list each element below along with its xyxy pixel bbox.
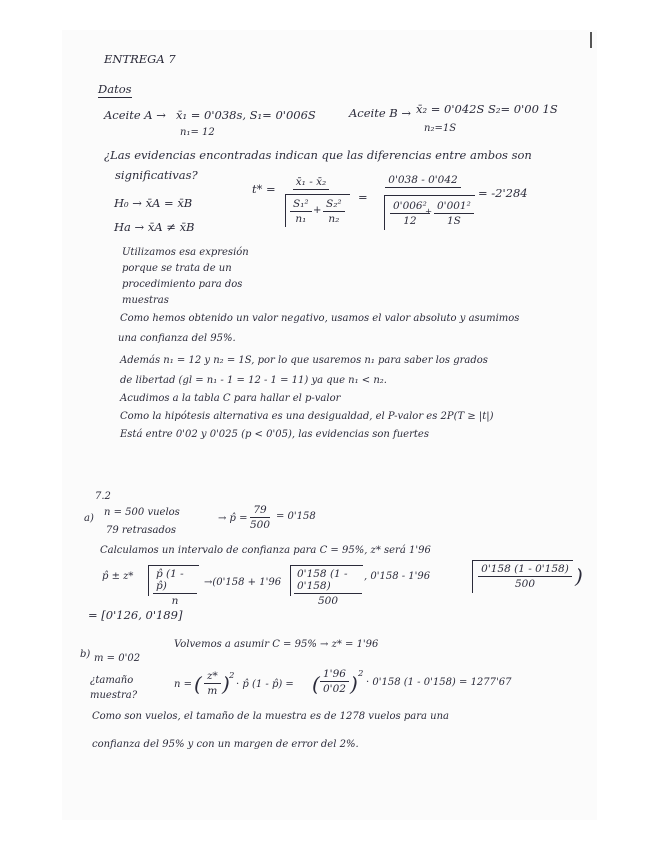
question-line-2: significativas? [115, 168, 198, 182]
para2-line-3: Acudimos a la tabla C para hallar el p-valor [120, 393, 341, 404]
t-result: = -2'284 [478, 186, 528, 200]
part-b-assume: Volvemos a asumir C = 95% → z* = 1'96 [174, 639, 379, 650]
part-b-n-lhs: n = [174, 679, 192, 690]
part-b-square-1: 2 [229, 671, 235, 681]
part-b-margin: m = 0'02 [94, 653, 141, 664]
note-line-2: porque se trata de un [122, 263, 232, 274]
part-a-n: n = 500 vuelos [104, 507, 180, 518]
interval-text: Calculamos un intervalo de confianza para C = 95%, z* será 1'96 [100, 545, 431, 556]
conclusion-line-2: confianza del 95% y con un margen de error del 2%. [92, 739, 359, 750]
null-hypothesis: H₀ → x̄A = x̄B [114, 196, 193, 210]
para1-line-2: una confianza del 95%. [118, 333, 236, 344]
phat-lhs: → p̂ = [218, 513, 248, 524]
part-b-question-2: muestra? [90, 690, 138, 701]
part-b-question-1: ¿tamaño [90, 675, 134, 686]
phat-result: = 0'158 [276, 511, 316, 522]
aceite-b-label: Aceite B → [349, 106, 412, 120]
conclusion-line-1: Como son vuelos, el tamaño de la muestra es de 1278 vuelos para una [92, 711, 449, 722]
part-b-square-2: 2 [358, 669, 364, 679]
ci-lower-fraction: $\frac{0'158 (1 - 0'158)}{500}$ [478, 563, 572, 590]
interval-result: = [0'126, 0'189] [88, 608, 183, 622]
part-b-mid: · p̂ (1 - p̂) = [236, 679, 294, 690]
question-line-1: ¿Las evidencias encontradas indican que las diferencias entre ambos son [104, 148, 532, 162]
part-a-label: a) [84, 513, 94, 524]
aceite-a-values: x̄₁ = 0'038s, S₁= 0'006S [176, 108, 316, 122]
para2-line-4: Como la hipótesis alternativa es una desigualdad, el P-valor es 2P(T ≥ |t|) [120, 411, 494, 422]
ci-close-paren: ) [575, 564, 583, 588]
ci-arrow-open: →(0'158 + 1'96 [204, 577, 282, 588]
para2-line-1: Además n₁ = 12 y n₂ = 1S, por lo que usaremos n₁ para saber los grados [120, 355, 488, 366]
part-b-label: b) [80, 649, 91, 660]
t-frac-1: $\frac{\text{S₁²}}{\text{n₁}}$ [290, 198, 312, 225]
note-line-1: Utilizamos esa expresión [122, 247, 249, 258]
part-b-tail: · 0'158 (1 - 0'158) = 1277'67 [366, 677, 512, 688]
page-edge-mark [590, 32, 592, 48]
t-star-lhs: t* = [252, 182, 276, 196]
problem-7-2-number: 7.2 [95, 491, 111, 502]
t-numerator-2: 0'038 - 0'042 [385, 174, 460, 188]
aceite-a-label: Aceite A → [104, 108, 166, 122]
aceite-b-values: x̄₂ = 0'042S S₂= 0'00 1S [416, 102, 558, 116]
phat-fraction: $\frac{79}{500}$ [250, 504, 271, 531]
para1-line-1: Como hemos obtenido un valor negativo, usamos el valor absoluto y asumimos [120, 313, 520, 324]
phat-pm-z: p̂ ± z* [102, 571, 134, 582]
datos-label: Datos [98, 82, 132, 96]
t-numerator-block [272, 176, 350, 190]
alternative-hypothesis: Ha → x̄A ≠ x̄B [114, 220, 195, 234]
ci-comma-part: , 0'158 - 1'96 [364, 571, 431, 582]
t-numerator2-block [372, 174, 474, 188]
aceite-a-n: n₁= 12 [180, 127, 215, 138]
part-b-values-fraction: $\frac{1'96}{0'02}$ [320, 668, 349, 695]
t-numerator: x̄₁ - x̄₂ [293, 176, 330, 190]
page-title: ENTREGA 7 [104, 52, 176, 66]
para2-line-5: Está entre 0'02 y 0'025 (p < 0'05), las evidencias son fuertes [120, 429, 429, 440]
ci-upper-fraction: $\frac{0'158 (1 - 0'158)}{500}$ [294, 568, 362, 607]
t-value-frac-1: $\frac{\text{0'006²}}{12}$ [390, 200, 430, 227]
t-value-frac-2: $\frac{\text{0'001²}}{1S}$ [434, 200, 474, 227]
t-equals: = [358, 190, 368, 204]
note-line-3: procedimiento para dos [122, 279, 243, 290]
part-a-retrasados: 79 retrasados [106, 525, 177, 536]
aceite-b-n: n₂=1S [424, 123, 457, 134]
t-frac-2: $\frac{\text{S₂²}}{\text{n₂}}$ [323, 198, 345, 225]
part-b-z-over-m: $\frac{z*}{m}$ [204, 670, 221, 697]
ci-general-fraction: $\frac{p̂ (1 - p̂)}{n}$ [153, 568, 197, 607]
note-line-4: muestras [122, 295, 169, 306]
para2-line-2: de libertad (gl = n₁ - 1 = 12 - 1 = 11) ya que n₁ < n₂. [120, 375, 387, 386]
